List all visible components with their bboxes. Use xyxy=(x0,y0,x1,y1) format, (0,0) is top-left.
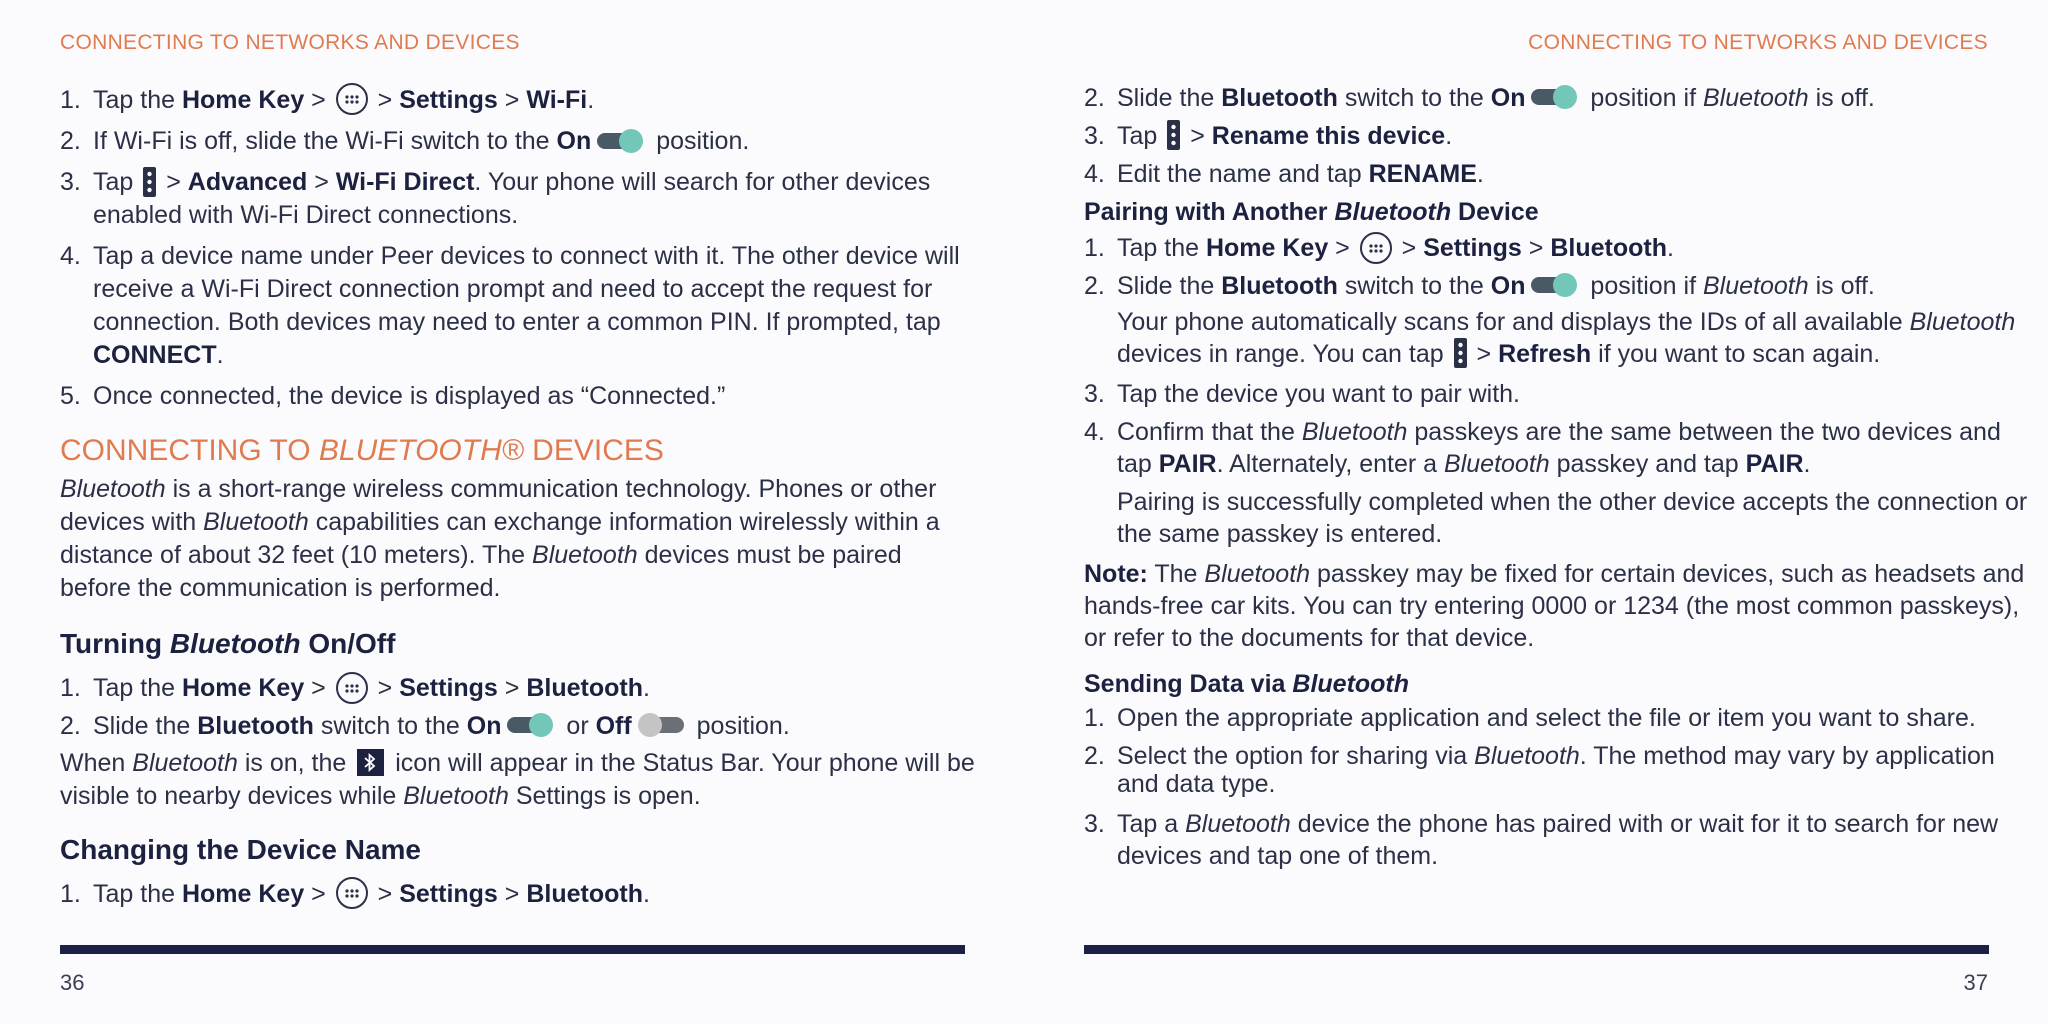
list-item: 2. Slide the Bluetooth switch to the On position if Bluetooth is off. xyxy=(1084,271,1875,300)
list-item: 2. If Wi-Fi is off, slide the Wi-Fi switch to the On position. xyxy=(60,127,750,156)
list-item: 1. Tap the Home Key > > Settings > Bluetooth. xyxy=(1084,232,2029,265)
changing-steps xyxy=(60,878,975,911)
page-content xyxy=(1084,82,2029,880)
list-item: 5. Once connected, the device is displayed as “Connected.” xyxy=(60,382,726,411)
menu-dots-icon xyxy=(1454,338,1467,368)
footer-rule xyxy=(60,945,965,954)
page-right xyxy=(1024,0,2048,1024)
menu-dots-icon xyxy=(1167,120,1180,150)
toggle-on-icon xyxy=(1529,84,1579,110)
toggle-off-icon xyxy=(636,712,686,738)
page-number: 36 xyxy=(60,970,85,995)
list-item: 1. Tap the Home Key > > Settings > Bluetooth. xyxy=(60,878,975,911)
apps-grid-icon xyxy=(336,877,368,909)
list-item: 4. Edit the name and tap RENAME. xyxy=(1084,160,1484,189)
footer-rule xyxy=(1084,945,1989,954)
passkey-note: Note: The Bluetooth passkey may be fixed for certain devices, such as headsets and hands-free car kits. You can try entering 0000 or 1234 (the most common passkeys), or refer to the documents for that device. xyxy=(1084,560,2025,653)
bluetooth-icon xyxy=(357,749,384,776)
apps-grid-icon xyxy=(336,83,368,115)
running-head: CONNECTING TO NETWORKS AND DEVICES xyxy=(60,31,520,54)
sending-steps xyxy=(1084,704,2029,872)
list-item: 1. Tap the Home Key > > Settings > Bluetooth. xyxy=(60,672,975,705)
list-item: 2. Select the option for sharing via Bluetooth. The method may vary by application and data type. xyxy=(1084,742,1995,799)
list-item: 4. Confirm that the Bluetooth passkeys are the same between the two devices and tap PAIR. Alternately, enter a Bluetooth passkey and tap PAIR. xyxy=(1084,418,2001,479)
toggle-on-icon xyxy=(1529,272,1579,298)
apps-grid-icon xyxy=(1360,232,1392,264)
wifi-direct-steps xyxy=(60,84,975,413)
bluetooth-status-note: When Bluetooth is on, the icon will appear in the Status Bar. Your phone will be visible to nearby devices while Bluetooth Settings is open. xyxy=(60,748,975,810)
section-title: CONNECTING TO BLUETOOTH® DEVICES xyxy=(60,434,664,468)
changing-steps-continued xyxy=(1084,82,2029,190)
pairing-scan-note: Your phone automatically scans for and displays the IDs of all available Bluetooth devices in range. You can tap > Refresh if you want to scan again. xyxy=(1117,307,2016,368)
apps-grid-icon xyxy=(336,672,368,704)
bluetooth-intro: Bluetooth is a short-range wireless communication technology. Phones or other devices with Bluetooth capabilities can exchange information wirelessly within a distance of about 32 feet (10 meters). The Bluetooth devices must be paired before the communication is performed. xyxy=(60,475,940,603)
pairing-complete-note: Pairing is successfully completed when the other device accepts the connection or the same passkey is entered. xyxy=(1117,488,2028,549)
list-item: 2. Slide the Bluetooth switch to the On position if Bluetooth is off. xyxy=(1084,84,1875,112)
page-number: 37 xyxy=(1963,970,1988,995)
list-item: 1. Tap the Home Key > > Settings > Wi-Fi. xyxy=(60,84,975,117)
subsection-title-sending: Sending Data via Bluetooth xyxy=(1084,670,1410,699)
subsection-title-changing: Changing the Device Name xyxy=(60,833,421,865)
turning-steps xyxy=(60,672,975,742)
page-content xyxy=(60,84,975,919)
subsection-title-turning: Turning Bluetooth On/Off xyxy=(60,628,396,660)
list-item: 3. Tap a Bluetooth device the phone has paired with or wait for it to search for new devices and tap one of them. xyxy=(1084,810,1999,871)
list-item: 4. Tap a device name under Peer devices to connect with it. The other device will receive a Wi-Fi Direct connection prompt and need to accept the request for connection. Both devices may need to enter a common PIN. If prompted, tap CONNECT. xyxy=(60,242,960,370)
list-item: 3. Tap the device you want to pair with. xyxy=(1084,380,1521,409)
subsection-title-pairing: Pairing with Another Bluetooth Device xyxy=(1084,198,1539,227)
pairing-steps xyxy=(1084,232,2029,301)
list-item: 2. Slide the Bluetooth switch to the On or Off position. xyxy=(60,711,790,740)
toggle-on-icon xyxy=(595,128,645,154)
toggle-on-icon xyxy=(505,712,555,738)
running-head: CONNECTING TO NETWORKS AND DEVICES xyxy=(1528,31,1988,54)
pairing-steps-continued xyxy=(1084,378,2029,480)
list-item: 3. Tap > Rename this device. xyxy=(1084,122,1453,150)
list-item: 3. Tap > Advanced > Wi-Fi Direct. Your phone will search for other devices enabled with Wi-Fi Direct connections. xyxy=(60,168,931,230)
list-item: 1. Open the appropriate application and select the file or item you want to share. xyxy=(1084,704,1976,733)
menu-dots-icon xyxy=(143,167,156,197)
